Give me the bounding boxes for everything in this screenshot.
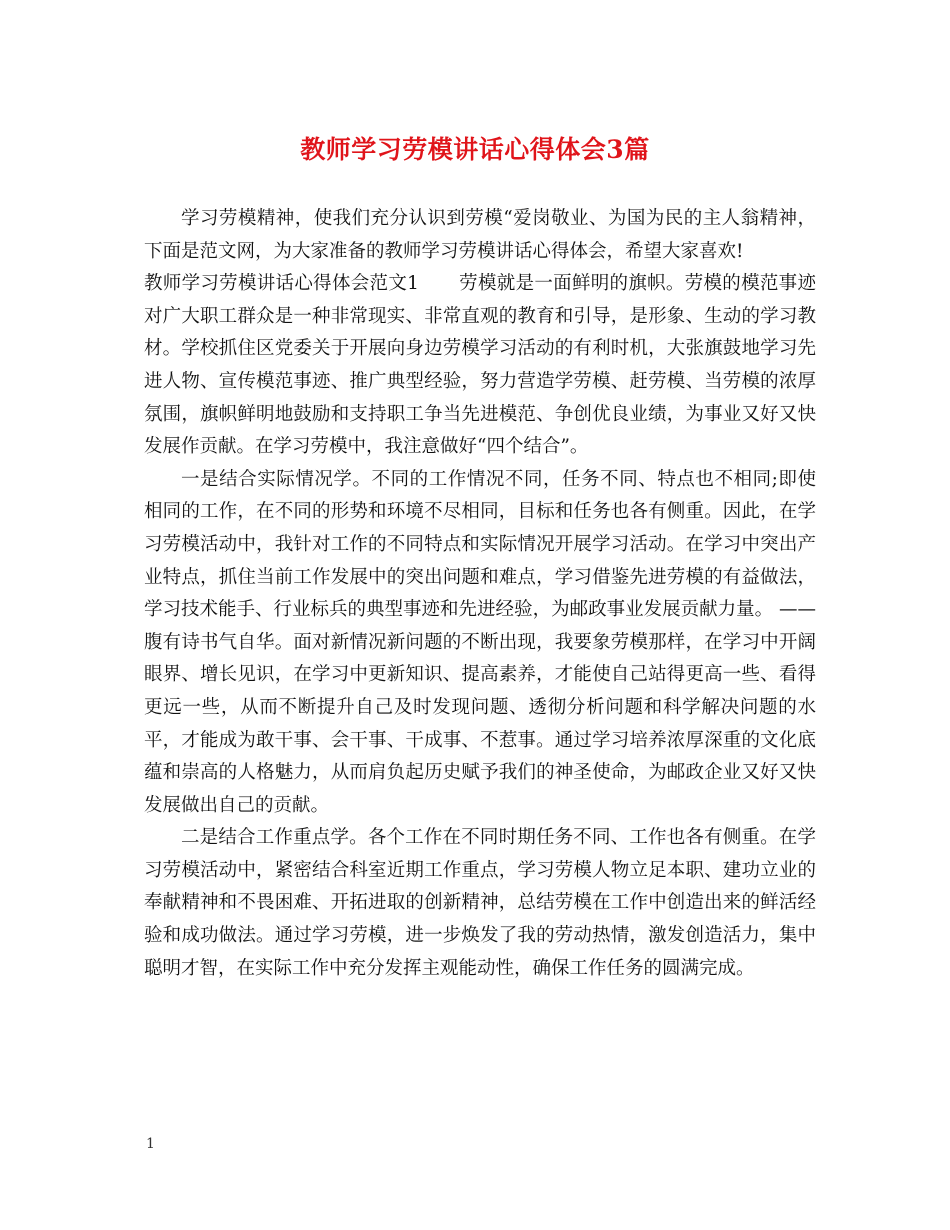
document-body xyxy=(144,203,816,985)
paragraph-combine-practice: 一是结合实际情况学。不同的工作情况不同，任务不同、特点也不相同;即使相同的工作，在不同的形势和环境不尽相同，目标和任务也各有侧重。因此，在学习劳模活动中，我针对工作的不同特点和实际情况开展学习活动。在学习中突出产业特点，抓住当前工作发展中的突出问题和难点，学习借鉴先进劳模的有益做法，学习技术能手、行业标兵的典型事迹和先进经验，为邮政事业发展贡献力量。 ——腹有诗书气自华。面对新情况新问题的不断出现，我要象劳模那样，在学习中开阔眼界、增长见识，在学习中更新知识、提高素养，才能使自己站得更高一些、看得更远一些，从而不断提升自己及时发现问题、透彻分析问题和科学解决问题的水平，才能成为敢干事、会干事、干成事、不惹事。通过学习培养浓厚深重的文化底蕴和崇高的人格魅力，从而肩负起历史赋予我们的神圣使命，为邮政企业又好又快发展做出自己的贡献。 xyxy=(144,468,816,816)
intro-paragraph: 学习劳模精神，使我们充分认识到劳模“爱岗敬业、为国为民的主人翁精神，下面是范文网，为大家准备的教师学习劳模讲话心得体会，希望大家喜欢! xyxy=(144,208,816,262)
paragraph-combine-focus: 二是结合工作重点学。各个工作在不同时期任务不同、工作也各有侧重。在学习劳模活动中，紧密结合科室近期工作重点，学习劳模人物立足本职、建功立业的奉献精神和不畏困难、开拓进取的创新精神，总结劳模在工作中创造出来的鲜活经验和成功做法。通过学习劳模，进一步焕发了我的劳动热情，激发创造活力，集中聪明才智，在实际工作中充分发挥主观能动性，确保工作任务的圆满完成。 xyxy=(144,827,816,979)
document-title: 教师学习劳模讲话心得体会3篇 xyxy=(300,135,650,164)
section-1-paragraph xyxy=(144,268,816,464)
section-1-heading: 教师学习劳模讲话心得体会范文1 xyxy=(144,273,419,295)
page-number: 1 xyxy=(146,1136,155,1152)
section-1-text: 劳模就是一面鲜明的旗帜。劳模的模范事迹对广大职工群众是一种非常现实、非常直观的教育和引导，是形象、生动的学习教材。学校抓住区党委关于开展向身边劳模学习活动的有利时机，大张旗鼓地学习先进人物、宣传模范事迹、推广典型经验，努力营造学劳模、赶劳模、当劳模的浓厚氛围，旗帜鲜明地鼓励和支持职工争当先进模范、争创优良业绩，为事业又好又快发展作贡献。在学习劳模中，我注意做好“四个结合”。 xyxy=(144,273,816,458)
